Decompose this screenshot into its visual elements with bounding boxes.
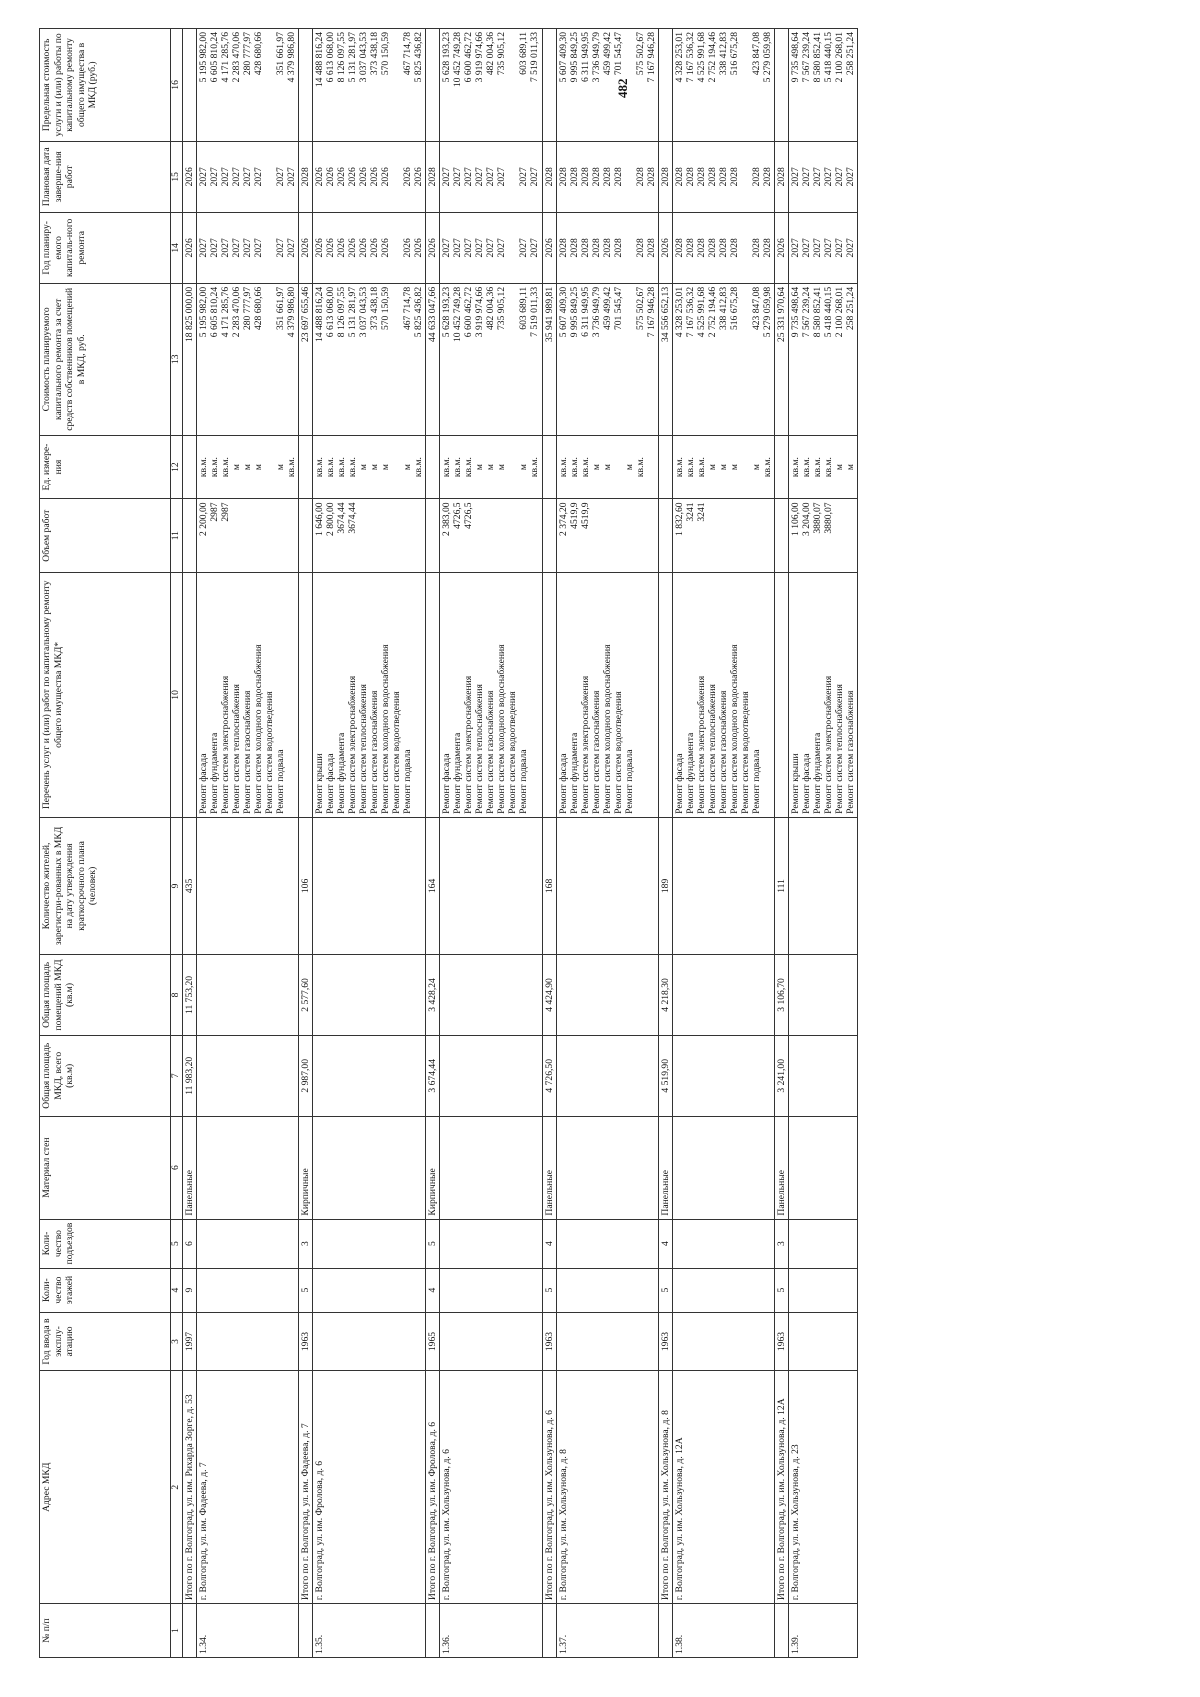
table-cell-col-12 xyxy=(426,435,440,499)
table-cell-col-6 xyxy=(440,1116,542,1219)
table-cell-col-15: 2028 2028 2028 2028 2028 2028 2028 2028 xyxy=(672,141,774,212)
table-cell-col-13: 18 825 000,00 xyxy=(182,283,196,435)
table-cell-col-1 xyxy=(298,1604,312,1658)
table-cell-col-14: 2026 xyxy=(298,212,312,283)
table-cell-col-10 xyxy=(775,572,789,817)
table-cell-col-7 xyxy=(672,1035,774,1116)
table-cell-col-8 xyxy=(672,955,774,1036)
table-cell-col-6 xyxy=(312,1116,425,1219)
table-cell-col-1 xyxy=(426,1604,440,1658)
table-cell-col-11 xyxy=(298,499,312,572)
table-cell-col-5: 5 xyxy=(426,1219,440,1268)
table-cell-col-16: 5 607 409,30 9 995 849,25 6 311 949,95 3 736 949,79 459 499,42 701 545,47 575 502,67 7 167 946,28 xyxy=(556,29,658,142)
table-cell-col-12: кв.м. кв.м. кв.м. м м м м кв.м. xyxy=(440,435,542,499)
capital-repair-table xyxy=(39,28,858,1658)
table-cell-col-5 xyxy=(672,1219,774,1268)
table-cell-col-5: 6 xyxy=(182,1219,196,1268)
table-cell-col-4: 4 xyxy=(426,1268,440,1312)
table-cell-col-6: Панельные xyxy=(542,1116,556,1219)
table-cell-col-13: 5 607 409,30 9 995 849,25 6 311 949,95 3 736 949,79 459 499,42 701 545,47 575 502,67 7 167 946,28 xyxy=(556,283,658,435)
table-cell-col-14: 2026 2026 2026 2026 2026 2026 2026 2026 2026 xyxy=(312,212,425,283)
table-cell-col-6 xyxy=(196,1116,298,1219)
table-row-total xyxy=(658,29,672,1658)
table-cell-col-6 xyxy=(556,1116,658,1219)
table-cell-col-14: 2027 2027 2027 2027 2027 2027 xyxy=(789,212,858,283)
table-cell-col-4 xyxy=(312,1268,425,1312)
table-cell-col-2: Итого по г. Волгоград, ул. им. Рихарда Зорге, д. 53 xyxy=(182,1371,196,1604)
table-row-item xyxy=(312,29,425,1658)
column-number: 4 xyxy=(171,1268,183,1312)
table-cell-col-12 xyxy=(775,435,789,499)
table-cell-col-1 xyxy=(775,1604,789,1658)
header-cell: Год планиру-емого капиталь-ного ремонта xyxy=(40,212,171,283)
table-cell-col-1: 1.37. xyxy=(556,1604,658,1658)
table-cell-col-8: 2 577,60 xyxy=(298,955,312,1036)
table-cell-col-16: 5 628 193,23 10 452 749,28 6 600 462,72 3 919 974,66 482 004,36 735 905,12 603 689,11 7 519 011,33 xyxy=(440,29,542,142)
header-cell: Коли-чество этажей xyxy=(40,1268,171,1312)
table-cell-col-15: 2027 2027 2027 2027 2027 2027 2027 2027 xyxy=(196,141,298,212)
table-cell-col-5: 3 xyxy=(298,1219,312,1268)
table-cell-col-3: 1965 xyxy=(426,1312,440,1371)
table-cell-col-15: 2028 xyxy=(298,141,312,212)
header-cell: Материал стен xyxy=(40,1116,171,1219)
table-cell-col-12 xyxy=(182,435,196,499)
table-cell-col-7 xyxy=(789,1035,858,1116)
table-cell-col-8 xyxy=(440,955,542,1036)
table-cell-col-7: 4 726,50 xyxy=(542,1035,556,1116)
table-cell-col-10 xyxy=(658,572,672,817)
header-cell: Плановая дата заверше-ния работ xyxy=(40,141,171,212)
table-cell-col-6: Кирпичные xyxy=(426,1116,440,1219)
table-cell-col-13: 9 735 498,64 7 567 239,24 8 580 852,41 5 418 440,15 2 100 268,01 258 251,24 xyxy=(789,283,858,435)
table-cell-col-10: Ремонт крыши Ремонт фасада Ремонт фундамента Ремонт систем электроснабжения Ремонт систем теплоснабжения Ремонт систем газоснабжения xyxy=(789,572,858,817)
table-cell-col-7: 3 674,44 xyxy=(426,1035,440,1116)
table-cell-col-11: 2 383,00 4726,5 4726,5 xyxy=(440,499,542,572)
column-number: 9 xyxy=(171,817,183,954)
table-cell-col-10 xyxy=(426,572,440,817)
table-cell-col-4: 5 xyxy=(658,1268,672,1312)
table-cell-col-16: 14 488 816,24 6 613 068,00 8 126 097,55 5 131 281,97 3 037 043,53 373 438,18 570 150,59 467 714,78 5 825 436,82 xyxy=(312,29,425,142)
table-cell-col-7: 11 983,20 xyxy=(182,1035,196,1116)
table-cell-col-16 xyxy=(426,29,440,142)
table-cell-col-15: 2028 xyxy=(775,141,789,212)
table-cell-col-5 xyxy=(556,1219,658,1268)
table-cell-col-15: 2026 xyxy=(182,141,196,212)
table-cell-col-15: 2027 2027 2027 2027 2027 2027 xyxy=(789,141,858,212)
table-cell-col-6: Панельные xyxy=(182,1116,196,1219)
table-cell-col-11 xyxy=(658,499,672,572)
table-cell-col-3: 1963 xyxy=(775,1312,789,1371)
column-number: 11 xyxy=(171,499,183,572)
table-cell-col-14: 2026 xyxy=(775,212,789,283)
table-cell-col-16 xyxy=(775,29,789,142)
table-row-total xyxy=(182,29,196,1658)
table-cell-col-4 xyxy=(789,1268,858,1312)
column-number: 10 xyxy=(171,572,183,817)
table-cell-col-16: 4 328 253,01 7 167 536,32 4 525 991,68 2 752 194,46 338 412,83 516 675,28 423 847,08 5 279 059,98 xyxy=(672,29,774,142)
table-row-total xyxy=(426,29,440,1658)
table-cell-col-3: 1963 xyxy=(658,1312,672,1371)
table-cell-col-4 xyxy=(440,1268,542,1312)
page-number: 482 xyxy=(615,78,630,98)
table-cell-col-7 xyxy=(196,1035,298,1116)
table-cell-col-7: 3 241,00 xyxy=(775,1035,789,1116)
table-cell-col-13: 14 488 816,24 6 613 068,00 8 126 097,55 5 131 281,97 3 037 043,53 373 438,18 570 150,59 467 714,78 5 825 436,82 xyxy=(312,283,425,435)
table-cell-col-12 xyxy=(542,435,556,499)
table-cell-col-12 xyxy=(298,435,312,499)
table-cell-col-3: 1997 xyxy=(182,1312,196,1371)
column-number: 16 xyxy=(171,29,183,142)
header-cell: Количество жителей, зарегистри-рованных в МКД на дату утверждения краткосрочного плана (человек) xyxy=(40,817,171,954)
table-cell-col-4: 5 xyxy=(298,1268,312,1312)
table-cell-col-15: 2028 2028 2028 2028 2028 2028 2028 2028 xyxy=(556,141,658,212)
column-number: 3 xyxy=(171,1312,183,1371)
table-cell-col-5: 4 xyxy=(658,1219,672,1268)
table-cell-col-9: 164 xyxy=(426,817,440,954)
table-cell-col-2: г. Волгоград, ул. им. Хользунова, д. 12А xyxy=(672,1371,774,1604)
table-cell-col-2: Итого по г. Волгоград, ул. им. Хользунова, д. 6 xyxy=(542,1371,556,1604)
table-cell-col-10 xyxy=(542,572,556,817)
rotated-page xyxy=(39,28,1167,1658)
table-cell-col-16 xyxy=(658,29,672,142)
table-cell-col-11: 1 106,00 3 204,00 3880,07 3880,07 xyxy=(789,499,858,572)
table-cell-col-6: Панельные xyxy=(658,1116,672,1219)
header-cell: Общая площадь помещений МКД (кв.м) xyxy=(40,955,171,1036)
table-cell-col-2: Итого по г. Волгоград, ул. им. Фролова, д. 6 xyxy=(426,1371,440,1604)
table-cell-col-10: Ремонт фасада Ремонт фундамента Ремонт систем электроснабжения Ремонт систем теплоснабжения Ремонт систем газоснабжения Ремонт систем холодного водоснабжения Ремонт систем водоотведения Ремонт подвала xyxy=(196,572,298,817)
table-cell-col-6: Панельные xyxy=(775,1116,789,1219)
column-number: 12 xyxy=(171,435,183,499)
header-row xyxy=(40,29,171,1658)
header-cell: Адрес МКД xyxy=(40,1371,171,1604)
table-cell-col-9 xyxy=(556,817,658,954)
table-cell-col-9: 106 xyxy=(298,817,312,954)
table-cell-col-11: 1 646,00 2 800,00 3674,44 3674,44 xyxy=(312,499,425,572)
table-cell-col-13: 5 195 982,00 6 605 810,24 4 171 285,76 2 283 470,06 280 777,97 428 680,66 351 661,97 4 379 986,80 xyxy=(196,283,298,435)
table-cell-col-9: 435 xyxy=(182,817,196,954)
table-cell-col-9: 168 xyxy=(542,817,556,954)
table-cell-col-15: 2027 2027 2027 2027 2027 2027 2027 2027 xyxy=(440,141,542,212)
table-cell-col-15: 2028 xyxy=(426,141,440,212)
table-cell-col-8 xyxy=(312,955,425,1036)
table-cell-col-13: 44 633 047,66 xyxy=(426,283,440,435)
table-cell-col-14: 2026 xyxy=(542,212,556,283)
table-cell-col-7: 2 987,00 xyxy=(298,1035,312,1116)
table-cell-col-15: 2028 xyxy=(658,141,672,212)
table-cell-col-5 xyxy=(312,1219,425,1268)
table-cell-col-16: 5 195 982,00 6 605 810,24 4 171 285,76 2 283 470,06 280 777,97 428 680,66 351 661,97 4 379 986,80 xyxy=(196,29,298,142)
table-cell-col-12: кв.м. кв.м. кв.м. кв.м. м м xyxy=(789,435,858,499)
table-cell-col-9: 189 xyxy=(658,817,672,954)
table-row-item xyxy=(196,29,298,1658)
table-cell-col-2: Итого по г. Волгоград, ул. им. Фадеева, д. 7 xyxy=(298,1371,312,1604)
table-cell-col-13: 23 697 655,46 xyxy=(298,283,312,435)
table-cell-col-10 xyxy=(298,572,312,817)
table-cell-col-10: Ремонт фасада Ремонт фундамента Ремонт систем электроснабжения Ремонт систем теплоснабжения Ремонт систем газоснабжения Ремонт систем холодного водоснабжения Ремонт систем водоотведения Ремонт подвала xyxy=(440,572,542,817)
table-cell-col-4: 5 xyxy=(542,1268,556,1312)
table-cell-col-10: Ремонт фасада Ремонт фундамента Ремонт систем электроснабжения Ремонт систем теплоснабжения Ремонт систем газоснабжения Ремонт систем холодного водоснабжения Ремонт систем водоотведения Ремонт подвала xyxy=(672,572,774,817)
table-cell-col-5 xyxy=(440,1219,542,1268)
column-number: 2 xyxy=(171,1371,183,1604)
table-cell-col-12: кв.м. кв.м. кв.м. кв.м. м м м м кв.м. xyxy=(312,435,425,499)
column-number: 7 xyxy=(171,1035,183,1116)
table-cell-col-2: Итого по г. Волгоград, ул. им. Хользунова, д. 8 xyxy=(658,1371,672,1604)
table-cell-col-11: 2 374,20 4519,9 4519,9 xyxy=(556,499,658,572)
table-cell-col-2: г. Волгоград, ул. им. Хользунова, д. 8 xyxy=(556,1371,658,1604)
table-cell-col-14: 2027 2027 2027 2027 2027 2027 2027 2027 xyxy=(196,212,298,283)
table-body xyxy=(182,29,858,1658)
table-cell-col-3 xyxy=(789,1312,858,1371)
table-cell-col-15: 2026 2026 2026 2026 2026 2026 2026 2026 2026 xyxy=(312,141,425,212)
column-number: 14 xyxy=(171,212,183,283)
table-cell-col-5 xyxy=(196,1219,298,1268)
table-cell-col-10: Ремонт фасада Ремонт фундамента Ремонт систем электроснабжения Ремонт систем газоснабжения Ремонт систем холодного водоснабжения Ремонт систем водоотведения Ремонт подвала xyxy=(556,572,658,817)
column-number: 6 xyxy=(171,1116,183,1219)
table-cell-col-6 xyxy=(789,1116,858,1219)
table-cell-col-9 xyxy=(789,817,858,954)
table-row-item xyxy=(672,29,774,1658)
table-cell-col-14: 2028 2028 2028 2028 2028 2028 2028 2028 xyxy=(672,212,774,283)
table-cell-col-4 xyxy=(196,1268,298,1312)
table-cell-col-9: 111 xyxy=(775,817,789,954)
table-cell-col-11 xyxy=(542,499,556,572)
table-cell-col-12: кв.м. кв.м. кв.м. м м м кв.м. xyxy=(556,435,658,499)
table-row-total xyxy=(298,29,312,1658)
table-cell-col-14: 2026 xyxy=(182,212,196,283)
table-cell-col-7 xyxy=(440,1035,542,1116)
header-cell: Ед. измере-ния xyxy=(40,435,171,499)
table-cell-col-9 xyxy=(440,817,542,954)
table-cell-col-4 xyxy=(672,1268,774,1312)
table-cell-col-11 xyxy=(775,499,789,572)
table-cell-col-8 xyxy=(196,955,298,1036)
table-cell-col-12 xyxy=(658,435,672,499)
table-cell-col-12: кв.м. кв.м. кв.м. м м м м кв.м. xyxy=(672,435,774,499)
column-number: 8 xyxy=(171,955,183,1036)
table-cell-col-8 xyxy=(556,955,658,1036)
table-cell-col-2: г. Волгоград, ул. им. Хользунова, д. 23 xyxy=(789,1371,858,1604)
table-cell-col-8: 4 218,30 xyxy=(658,955,672,1036)
table-cell-col-8: 4 424,90 xyxy=(542,955,556,1036)
table-cell-col-3 xyxy=(196,1312,298,1371)
table-cell-col-1: 1.34. xyxy=(196,1604,298,1658)
table-cell-col-1: 1.36. xyxy=(440,1604,542,1658)
table-cell-col-13: 5 628 193,23 10 452 749,28 6 600 462,72 3 919 974,66 482 004,36 735 905,12 603 689,11 7 519 011,33 xyxy=(440,283,542,435)
header-cell: Коли-чество подъездов xyxy=(40,1219,171,1268)
table-cell-col-4: 5 xyxy=(775,1268,789,1312)
table-cell-col-12: кв.м. кв.м. кв.м. м м м м кв.м. xyxy=(196,435,298,499)
table-cell-col-16 xyxy=(542,29,556,142)
table-cell-col-5 xyxy=(789,1219,858,1268)
table-row-item xyxy=(440,29,542,1658)
header-cell: Год ввода в эксплу-атацию xyxy=(40,1312,171,1371)
table-cell-col-4: 9 xyxy=(182,1268,196,1312)
table-cell-col-13: 4 328 253,01 7 167 536,32 4 525 991,68 2 752 194,46 338 412,83 516 675,28 423 847,08 5 279 059,98 xyxy=(672,283,774,435)
table-cell-col-8 xyxy=(789,955,858,1036)
table-cell-col-11: 1 832,60 3241 3241 xyxy=(672,499,774,572)
table-cell-col-11 xyxy=(182,499,196,572)
header-cell: Предельная стоимость услуги и (или) работы по капитальному ремонту общего имущества в МКД (руб.) xyxy=(40,29,171,142)
table-cell-col-3: 1963 xyxy=(542,1312,556,1371)
table-row-item xyxy=(789,29,858,1658)
table-cell-col-16 xyxy=(298,29,312,142)
table-cell-col-14: 2027 2027 2027 2027 2027 2027 2027 2027 xyxy=(440,212,542,283)
table-cell-col-10: Ремонт крыши Ремонт фасада Ремонт фундамента Ремонт систем электроснабжения Ремонт систем теплоснабжения Ремонт систем газоснабжения Ремонт систем холодного водоснабжения Ремонт систем водоотведения Ремонт подвала xyxy=(312,572,425,817)
table-cell-col-5: 3 xyxy=(775,1219,789,1268)
table-cell-col-5: 4 xyxy=(542,1219,556,1268)
table-cell-col-6: Кирпичные xyxy=(298,1116,312,1219)
column-number: 5 xyxy=(171,1219,183,1268)
header-cell: Перечень услуг и (или) работ по капитальному ремонту общего имущества МКД* xyxy=(40,572,171,817)
table-cell-col-8: 3 106,70 xyxy=(775,955,789,1036)
table-cell-col-7 xyxy=(312,1035,425,1116)
table-cell-col-16: 9 735 498,64 7 567 239,24 8 580 852,41 5 418 440,15 2 100 268,01 258 251,24 xyxy=(789,29,858,142)
header-cell: № п/п xyxy=(40,1604,171,1658)
table-cell-col-7: 4 519,90 xyxy=(658,1035,672,1116)
table-cell-col-2: г. Волгоград, ул. им. Фролова, д. 6 xyxy=(312,1371,425,1604)
column-number: 15 xyxy=(171,141,183,212)
column-number-row xyxy=(171,29,183,1658)
table-cell-col-10 xyxy=(182,572,196,817)
table-cell-col-1 xyxy=(542,1604,556,1658)
table-cell-col-3 xyxy=(672,1312,774,1371)
table-cell-col-13: 35 941 989,81 xyxy=(542,283,556,435)
table-cell-col-7 xyxy=(556,1035,658,1116)
table-cell-col-2: г. Волгоград, ул. им. Фадеева, д. 7 xyxy=(196,1371,298,1604)
table-cell-col-14: 2028 2028 2028 2028 2028 2028 2028 2028 xyxy=(556,212,658,283)
table-row-total xyxy=(542,29,556,1658)
table-cell-col-3 xyxy=(312,1312,425,1371)
table-cell-col-1: 1.39. xyxy=(789,1604,858,1658)
header-cell: Общая площадь МКД, всего (кв.м) xyxy=(40,1035,171,1116)
table-cell-col-15: 2028 xyxy=(542,141,556,212)
table-cell-col-2: г. Волгоград, ул. им. Хользунова, д. 6 xyxy=(440,1371,542,1604)
table-cell-col-3 xyxy=(556,1312,658,1371)
table-cell-col-9 xyxy=(312,817,425,954)
table-cell-col-16 xyxy=(182,29,196,142)
table-row-item xyxy=(556,29,658,1658)
table-cell-col-3: 1963 xyxy=(298,1312,312,1371)
table-cell-col-8: 11 753,20 xyxy=(182,955,196,1036)
table-cell-col-1: 1.38. xyxy=(672,1604,774,1658)
table-cell-col-13: 34 556 652,13 xyxy=(658,283,672,435)
table-cell-col-6 xyxy=(672,1116,774,1219)
table-cell-col-2: Итого по г. Волгоград, ул. им. Хользунова, д. 12А xyxy=(775,1371,789,1604)
column-number: 1 xyxy=(171,1604,183,1658)
table-cell-col-14: 2026 xyxy=(658,212,672,283)
table-cell-col-9 xyxy=(196,817,298,954)
table-row-total xyxy=(775,29,789,1658)
column-number: 13 xyxy=(171,283,183,435)
header-cell: Стоимость планируемого капитального ремонта за счет средств собственников помещений в МКД, руб. xyxy=(40,283,171,435)
table-cell-col-14: 2026 xyxy=(426,212,440,283)
table-cell-col-1 xyxy=(182,1604,196,1658)
table-cell-col-1: 1.35. xyxy=(312,1604,425,1658)
table-cell-col-13: 25 331 970,64 xyxy=(775,283,789,435)
table-cell-col-11: 2 200,00 2987 2987 xyxy=(196,499,298,572)
table-cell-col-11 xyxy=(426,499,440,572)
table-cell-col-9 xyxy=(672,817,774,954)
table-cell-col-1 xyxy=(658,1604,672,1658)
header-cell: Объем работ xyxy=(40,499,171,572)
table-cell-col-8: 3 428,24 xyxy=(426,955,440,1036)
table-cell-col-4 xyxy=(556,1268,658,1312)
table-cell-col-3 xyxy=(440,1312,542,1371)
